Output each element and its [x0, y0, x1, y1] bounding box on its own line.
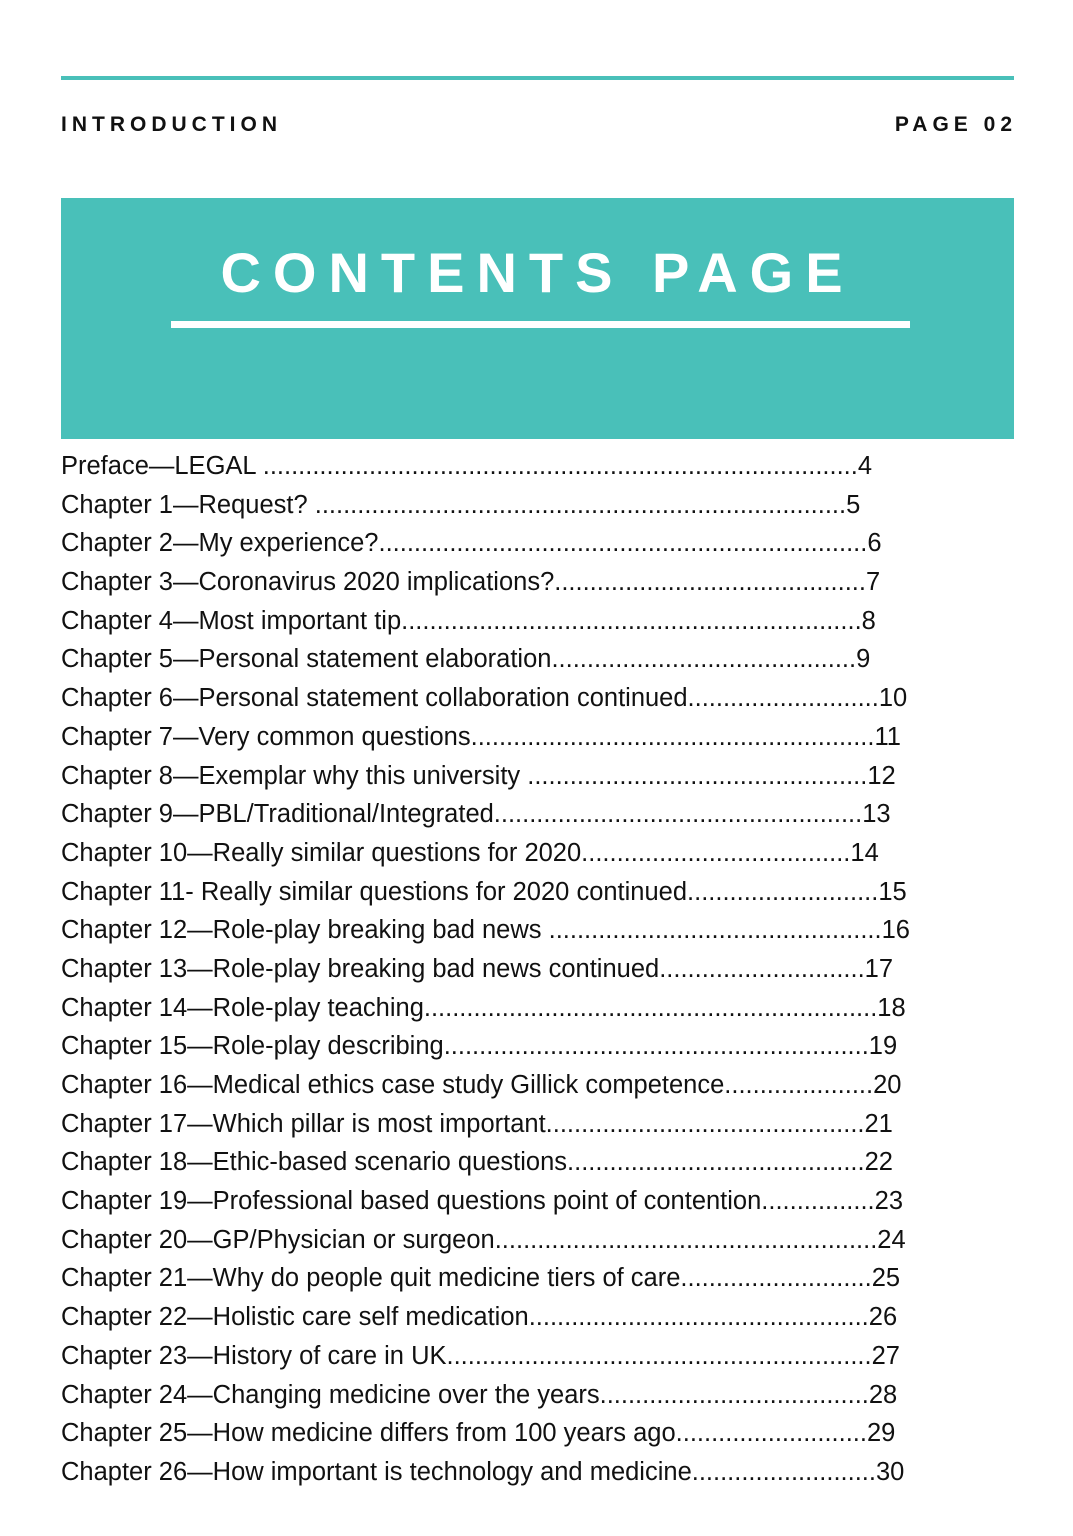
toc-entry-chapter-22: Chapter 22—Holistic care self medication................................................26 [61, 1303, 898, 1332]
toc-entry-chapter-6: Chapter 6—Personal statement collaboration continued...........................10 [61, 684, 908, 713]
toc-entry-chapter-7: Chapter 7—Very common questions.........................................................11 [61, 722, 901, 751]
toc-entry-chapter-4: Chapter 4—Most important tip.................................................................8 [61, 606, 876, 635]
toc-entry-chapter-15: Chapter 15—Role-play describing............................................................19 [61, 1032, 898, 1061]
toc-entry-chapter-2: Chapter 2—My experience?.....................................................................6 [61, 529, 882, 558]
section-label: INTRODUCTION [61, 113, 282, 136]
toc-entry-chapter-17: Chapter 17—Which pillar is most important.............................................21 [61, 1109, 893, 1138]
toc-entry-chapter-14: Chapter 14—Role-play teaching................................................................18 [61, 993, 906, 1022]
toc-entry-chapter-10: Chapter 10—Really similar questions for 2020......................................14 [61, 838, 879, 867]
toc-entry-chapter-8: Chapter 8—Exemplar why this university ................................................12 [61, 761, 896, 790]
toc-entry-chapter-5: Chapter 5—Personal statement elaboration...........................................9 [61, 645, 871, 674]
toc-entry-chapter-13: Chapter 13—Role-play breaking bad news continued.............................17 [61, 954, 894, 983]
toc-entry-chapter-11: Chapter 11- Really similar questions for 2020 continued...........................15 [61, 877, 907, 906]
toc-entry-chapter-18: Chapter 18—Ethic-based scenario questions..........................................22 [61, 1148, 893, 1177]
title-underline [171, 321, 910, 328]
page-number-label: PAGE 02 [894, 113, 1017, 136]
toc-entry-chapter-23: Chapter 23—History of care in UK............................................................27 [61, 1341, 900, 1370]
page-title: CONTENTS PAGE [220, 241, 855, 304]
toc-entry-chapter-25: Chapter 25—How medicine differs from 100 years ago...........................29 [61, 1419, 896, 1448]
toc-entry-chapter-19: Chapter 19—Professional based questions point of contention................23 [61, 1187, 904, 1216]
toc-entry-chapter-1: Chapter 1—Request? ...........................................................................5 [61, 490, 861, 519]
toc-entry-chapter-3: Chapter 3—Coronavirus 2020 implications?............................................7 [61, 568, 881, 597]
table-of-contents [61, 447, 1014, 1492]
toc-entry-chapter-26: Chapter 26—How important is technology and medicine..........................30 [61, 1457, 905, 1486]
header-rule [61, 76, 1014, 80]
toc-entry-chapter-9: Chapter 9—PBL/Traditional/Integrated....................................................13 [61, 800, 891, 829]
toc-entry-chapter-12: Chapter 12—Role-play breaking bad news ...............................................16 [61, 916, 910, 945]
toc-entry-chapter-20: Chapter 20—GP/Physician or surgeon......................................................24 [61, 1225, 906, 1254]
toc-entry-chapter-24: Chapter 24—Changing medicine over the years......................................28 [61, 1380, 898, 1409]
toc-entry-chapter-21: Chapter 21—Why do people quit medicine tiers of care...........................25 [61, 1264, 901, 1293]
toc-entry-chapter-16: Chapter 16—Medical ethics case study Gillick competence.....................20 [61, 1071, 902, 1099]
contents-banner [61, 198, 1014, 439]
toc-entry-preface: Preface—LEGAL ....................................................................................4 [61, 452, 873, 480]
